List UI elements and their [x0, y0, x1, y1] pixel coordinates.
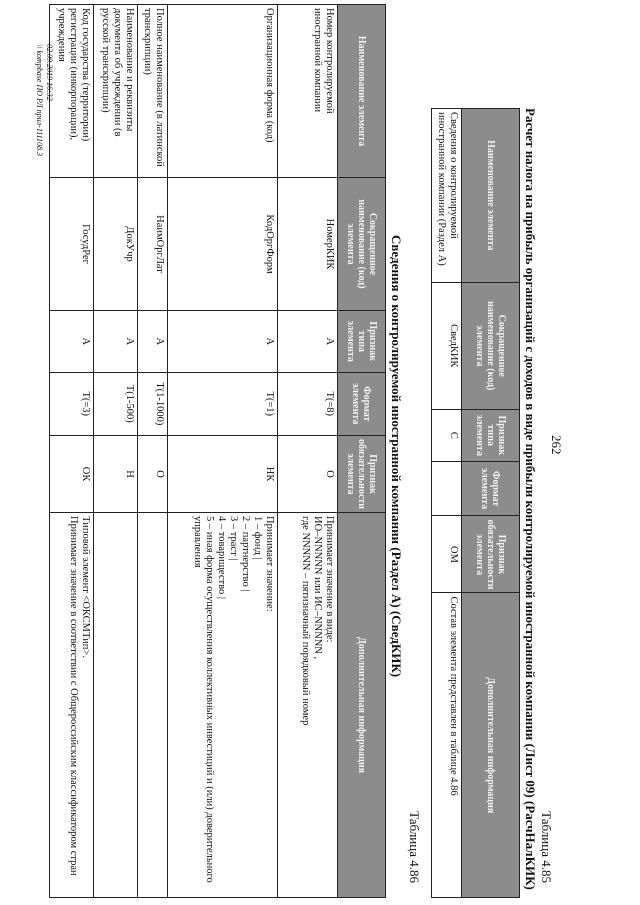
cell: ОК — [50, 436, 94, 513]
cell: НомерКИК — [278, 178, 338, 311]
t85-header-code: Сокращенное наименование (код) элемента — [462, 282, 520, 409]
cell: ОМ — [432, 516, 462, 593]
table-row — [50, 5, 94, 898]
cell: Код государства (территории) регистрации (инкорпорации), учреждения — [50, 5, 94, 178]
cell: С — [432, 409, 462, 461]
table-row — [138, 5, 168, 898]
table-row — [94, 5, 138, 898]
cell: T(1-1000) — [138, 372, 168, 435]
cell: T(=8) — [278, 372, 338, 435]
cell: НаимОргЛат — [138, 178, 168, 311]
cell: Принимает значение в виде: ИО–NNNNN или ИС–NNNNN , где NNNNN – пятизначный порядковый номер — [278, 513, 338, 898]
cell: ГосудРег — [50, 178, 94, 311]
page-number: 262 — [549, 435, 564, 455]
cell: T(=1) — [168, 372, 278, 435]
t86-header-name: Наименование элемента — [338, 5, 386, 178]
cell: Наименование и реквизиты документа об учреждении (в русской транскрипции) — [94, 5, 138, 178]
table-row — [278, 5, 338, 898]
cell — [432, 461, 462, 516]
cell: Сведения о контролируемой иностранной компании (Раздел А) — [432, 109, 462, 283]
cell: А — [94, 310, 138, 372]
cell: Типовой элемент <ОКСМТип>. Принимает значение в соответствии с Общероссийским классификатором стран — [50, 513, 94, 898]
cell: КодОргФорм — [168, 178, 278, 311]
t86-header-info: Дополнительная информация — [338, 513, 386, 898]
t85-header-type: Признак типа элемента — [462, 409, 520, 461]
t85-header-required: Признак обязательности элемента — [462, 516, 520, 593]
cell: Полное наименование (в латинской транскрипции) — [138, 5, 168, 178]
cell: ДокУчр — [94, 178, 138, 311]
cell: Состав элемента представлен в таблице 4.86 — [432, 593, 462, 898]
cell: О — [138, 436, 168, 513]
cell: О — [278, 436, 338, 513]
cell: А — [138, 310, 168, 372]
table-85-label: Таблица 4.85 — [539, 811, 554, 883]
table-85-title: Расчет налога на прибыль организаций с доходов в виде прибыли контролируемой иностранной компании (Лист 09) (РасчНалКИК) — [523, 108, 538, 890]
table-row — [432, 109, 462, 898]
table-85 — [431, 108, 520, 898]
footer-path: \\ kompbase ПО РЛ прил-111108.3 — [35, 44, 44, 157]
t85-header-format: Формат элемента — [462, 461, 520, 516]
table-86-label: Таблица 4.86 — [407, 811, 422, 883]
t86-header-required: Признак обязательности элемента — [338, 436, 386, 513]
cell: Организационная форма (код) — [168, 5, 278, 178]
t86-header-type: Признак типа элемента — [338, 310, 386, 372]
cell: А — [278, 310, 338, 372]
table-row — [168, 5, 278, 898]
cell — [94, 513, 138, 898]
cell: T(1-500) — [94, 372, 138, 435]
cell: Н — [94, 436, 138, 513]
cell: Номер контролируемой иностранной компании — [278, 5, 338, 178]
cell: СведКИК — [432, 282, 462, 409]
cell: НК — [168, 436, 278, 513]
t86-header-code: Сокращенное наименование (код) элемента — [338, 178, 386, 311]
t86-header-format: Формат элемента — [338, 372, 386, 435]
cell: А — [168, 310, 278, 372]
cell — [138, 513, 168, 898]
table-86-title: Сведения о контролируемой иностранной компании (Раздел А) (СведКИК) — [389, 235, 404, 678]
table-86 — [49, 4, 386, 898]
footer-timestamp: 02.09.2019 16:32 — [45, 44, 54, 101]
t85-header-name: Наименование элемента — [462, 109, 520, 283]
t85-header-info: Дополнительная информация — [462, 593, 520, 898]
cell: T(=3) — [50, 372, 94, 435]
cell: А — [50, 310, 94, 372]
cell: Принимает значение: 1 – фонд | 2 – партнерство | 3 – траст | 4 – товарищество | 5 – иная форма осуществления коллективных инвестиций и (или) доверительного управления — [168, 513, 278, 898]
